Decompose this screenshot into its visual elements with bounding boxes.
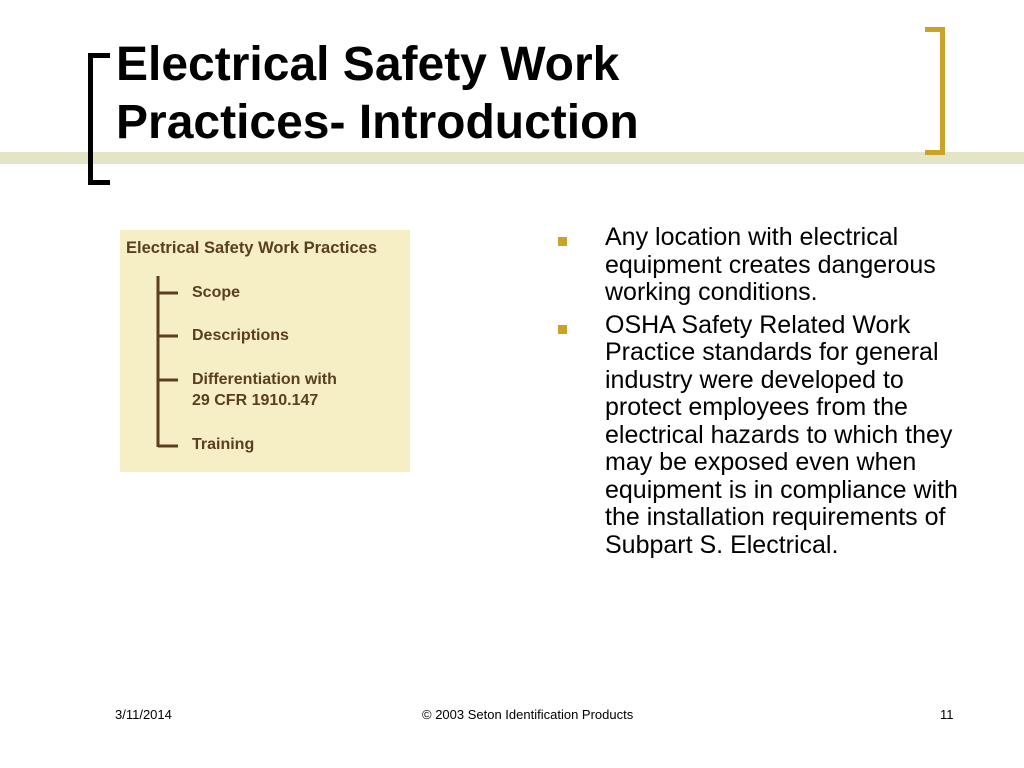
diagram-connector-lines (120, 230, 410, 472)
bullet-item (557, 312, 967, 560)
bullet-item (557, 224, 967, 307)
square-bullet-icon (558, 325, 567, 334)
slide-title (116, 36, 916, 152)
diagram-title: Electrical Safety Work Practices (126, 239, 377, 257)
slide-title-line-2: Practices- Introduction (116, 96, 639, 149)
diagram-item-differentiation-line-1: Differentiation with (192, 371, 337, 388)
outline-diagram-image (120, 230, 410, 472)
diagram-item-training: Training (192, 436, 255, 453)
footer-date: 3/11/2014 (115, 707, 172, 722)
right-bracket-decoration (925, 27, 945, 155)
bullet-list (557, 224, 967, 564)
diagram-item-scope: Scope (192, 284, 241, 301)
diagram-item-differentiation-line-2: 29 CFR 1910.147 (192, 392, 319, 409)
bullet-text: OSHA Safety Related Work Practice standards for general industry were developed to protect employees from the electrical hazards to which they may be exposed even when equipment is in compliance with the installation requirements of Subpart S. Electrical. (605, 310, 958, 559)
bullet-text: Any location with electrical equipment creates dangerous working conditions. (605, 223, 936, 306)
square-bullet-icon (558, 237, 567, 246)
footer-copyright: © 2003 Seton Identification Products (422, 707, 634, 722)
diagram-item-descriptions: Descriptions (192, 327, 289, 344)
footer-page-number: 11 (940, 707, 954, 722)
title-band (0, 152, 1024, 164)
left-bracket-decoration (88, 53, 110, 185)
slide-title-line-1: Electrical Safety Work (116, 38, 620, 91)
diagram-item-differentiation (192, 369, 337, 411)
